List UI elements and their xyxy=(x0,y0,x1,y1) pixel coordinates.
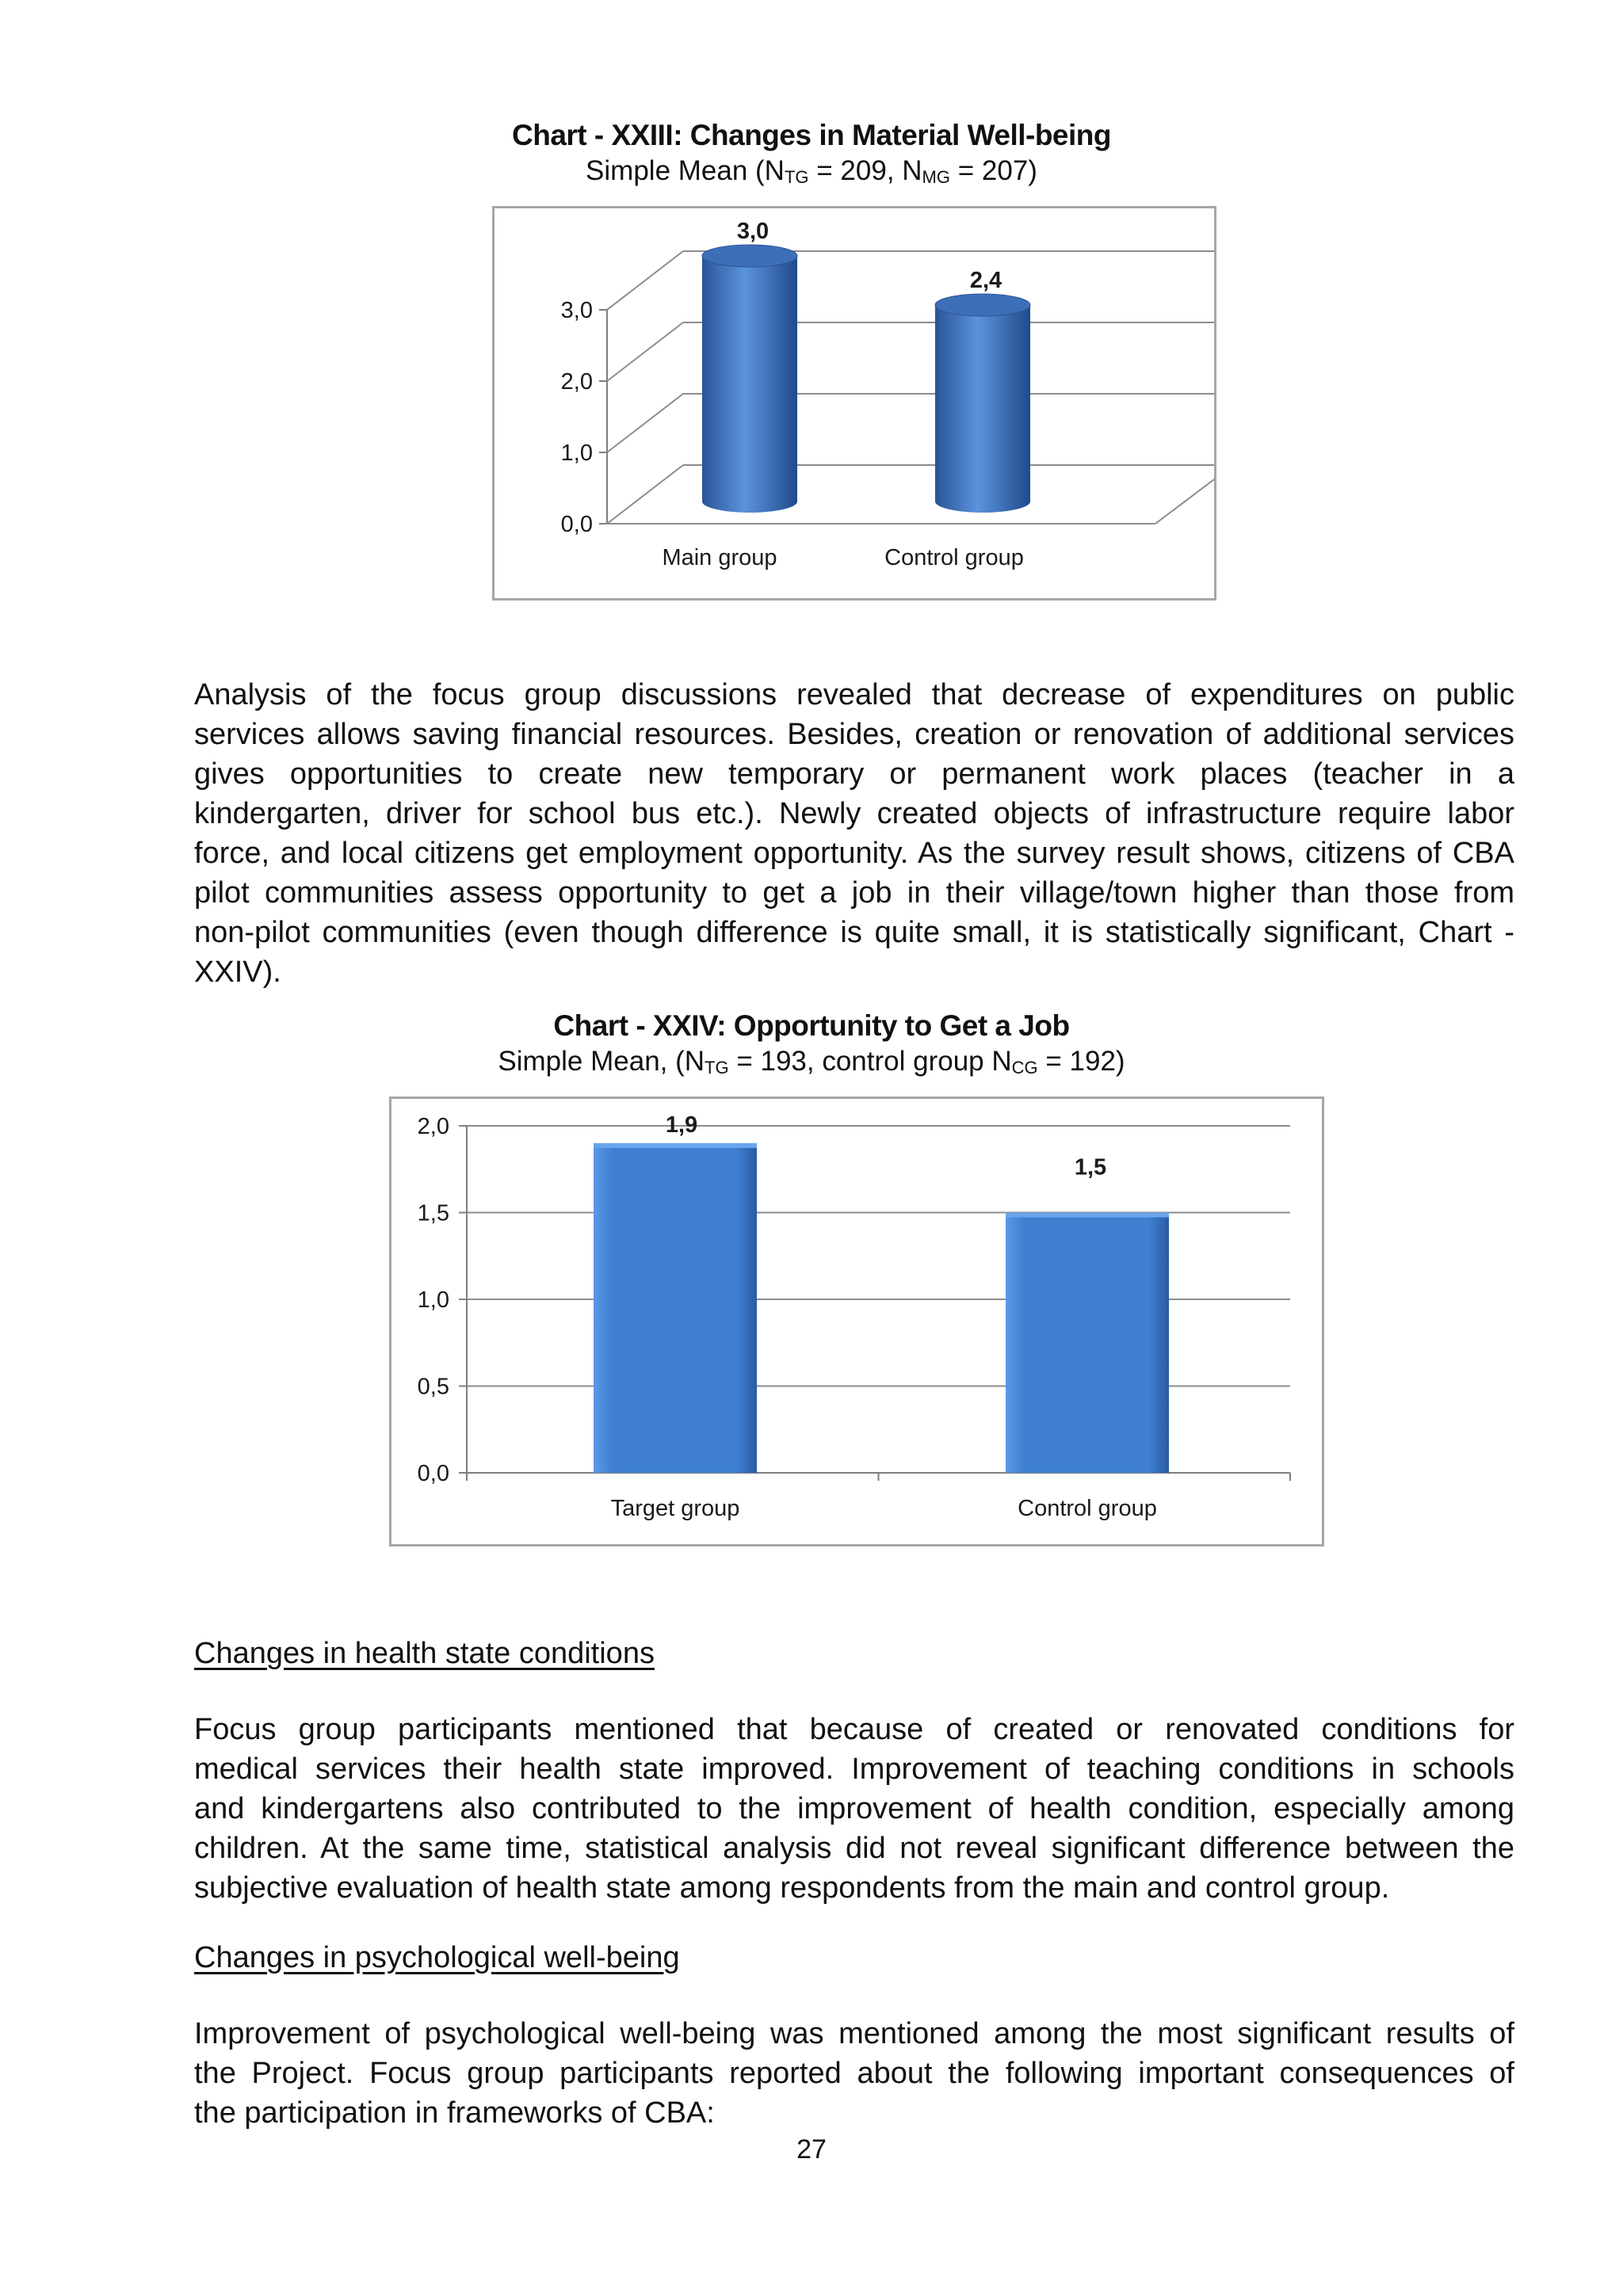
section-heading-psych: Changes in psychological well-being xyxy=(194,1941,680,1974)
paragraph-line: XXIV). xyxy=(194,955,281,989)
chart1-title: Chart - XXIII: Changes in Material Well-being xyxy=(512,119,1111,151)
paragraph-line: services allows saving financial resources. Besides, creation or renovation of additional services xyxy=(194,718,1514,751)
paragraph-employment xyxy=(194,675,1514,992)
bar xyxy=(1006,1213,1169,1474)
paragraph-line: the Project. Focus group participants reported about the following important consequences of xyxy=(194,2057,1514,2090)
y-tick-label: 2,0 xyxy=(560,369,593,395)
chart1-subtitle: Simple Mean ($N_{TG} = 209$, $N_{MG} = 207$) xyxy=(586,155,1037,187)
side-gridline xyxy=(607,251,683,310)
paragraph-line: Improvement of psychological well-being was mentioned among the most significant results of xyxy=(194,2017,1514,2050)
side-gridline xyxy=(607,322,683,381)
bar-top-highlight xyxy=(594,1143,757,1148)
bar-top xyxy=(702,245,797,267)
paragraph-line: medical services their health state improved. Improvement of teaching conditions in schools xyxy=(194,1753,1514,1786)
paragraph-line: non-pilot communities (even though difference is quite small, it is statistically significant, Chart - xyxy=(194,916,1514,949)
paragraph-line: Analysis of the focus group discussions revealed that decrease of expenditures on public xyxy=(194,678,1514,711)
y-tick-label: 2,0 xyxy=(417,1114,449,1139)
paragraph-line: the participation in frameworks of CBA: xyxy=(194,2096,715,2130)
bar-body xyxy=(702,256,797,513)
paragraph-line: gives opportunities to create new temporary or permanent work places (teacher in a xyxy=(194,757,1514,791)
bar-cylinder xyxy=(702,245,797,513)
bar xyxy=(594,1143,757,1473)
paragraph-line: Focus group participants mentioned that because of created or renovated conditions for xyxy=(194,1713,1514,1746)
bar-body xyxy=(1006,1213,1169,1474)
paragraph-line: force, and local citizens get employment opportunity. As the survey result shows, citizens of CBA xyxy=(194,837,1514,870)
x-tick-label: Main group xyxy=(662,545,777,570)
paragraph-line: kindergarten, driver for school bus etc.). Newly created objects of infrastructure require labor xyxy=(194,797,1514,830)
bar-body xyxy=(594,1143,757,1473)
x-tick-label: Control group xyxy=(884,545,1024,570)
data-label: 3,0 xyxy=(736,219,769,244)
paragraph-health xyxy=(194,1710,1514,1908)
data-label: 1,5 xyxy=(1074,1154,1107,1180)
chart2-plot xyxy=(391,1099,1322,1544)
paragraph-psych xyxy=(194,2014,1514,2133)
y-tick-label: 0,0 xyxy=(560,512,593,537)
paragraph-line: pilot communities assess opportunity to get a job in their village/town higher than those from xyxy=(194,876,1514,910)
data-label: 1,9 xyxy=(665,1112,698,1138)
page-number: 27 xyxy=(796,2134,827,2164)
paragraph-line: children. At the same time, statistical analysis did not reveal significant difference between the xyxy=(194,1832,1514,1865)
y-tick-label: 0,0 xyxy=(417,1461,449,1486)
paragraph-line: and kindergartens also contributed to the improvement of health condition, especially among xyxy=(194,1792,1514,1825)
bar-top xyxy=(935,294,1030,316)
y-tick-label: 1,0 xyxy=(417,1287,449,1313)
floor-right-edge xyxy=(1155,465,1214,524)
bar-top-highlight xyxy=(1006,1213,1169,1218)
x-tick-label: Target group xyxy=(610,1496,740,1521)
side-gridline xyxy=(607,465,683,524)
y-tick-label: 0,5 xyxy=(417,1374,449,1400)
chart2-title: Chart - XXIV: Opportunity to Get a Job xyxy=(553,1009,1070,1042)
bar-cylinder xyxy=(935,294,1030,513)
y-tick-label: 3,0 xyxy=(560,298,593,323)
chart1-frame xyxy=(492,206,1216,601)
bar-body xyxy=(935,305,1030,513)
chart2-frame xyxy=(389,1097,1324,1547)
y-tick-label: 1,5 xyxy=(417,1200,449,1226)
chart2-subtitle: Simple Mean, ($N_{TG} = 193$, control group $N_{CG} = 192$) xyxy=(498,1046,1125,1077)
data-label: 2,4 xyxy=(969,268,1002,293)
chart1-plot xyxy=(495,208,1214,598)
side-gridline xyxy=(607,394,683,452)
y-tick-label: 1,0 xyxy=(560,441,593,466)
section-heading-health: Changes in health state conditions xyxy=(194,1637,655,1670)
x-tick-label: Control group xyxy=(1018,1496,1157,1521)
paragraph-line: subjective evaluation of health state among respondents from the main and control group. xyxy=(194,1871,1390,1905)
